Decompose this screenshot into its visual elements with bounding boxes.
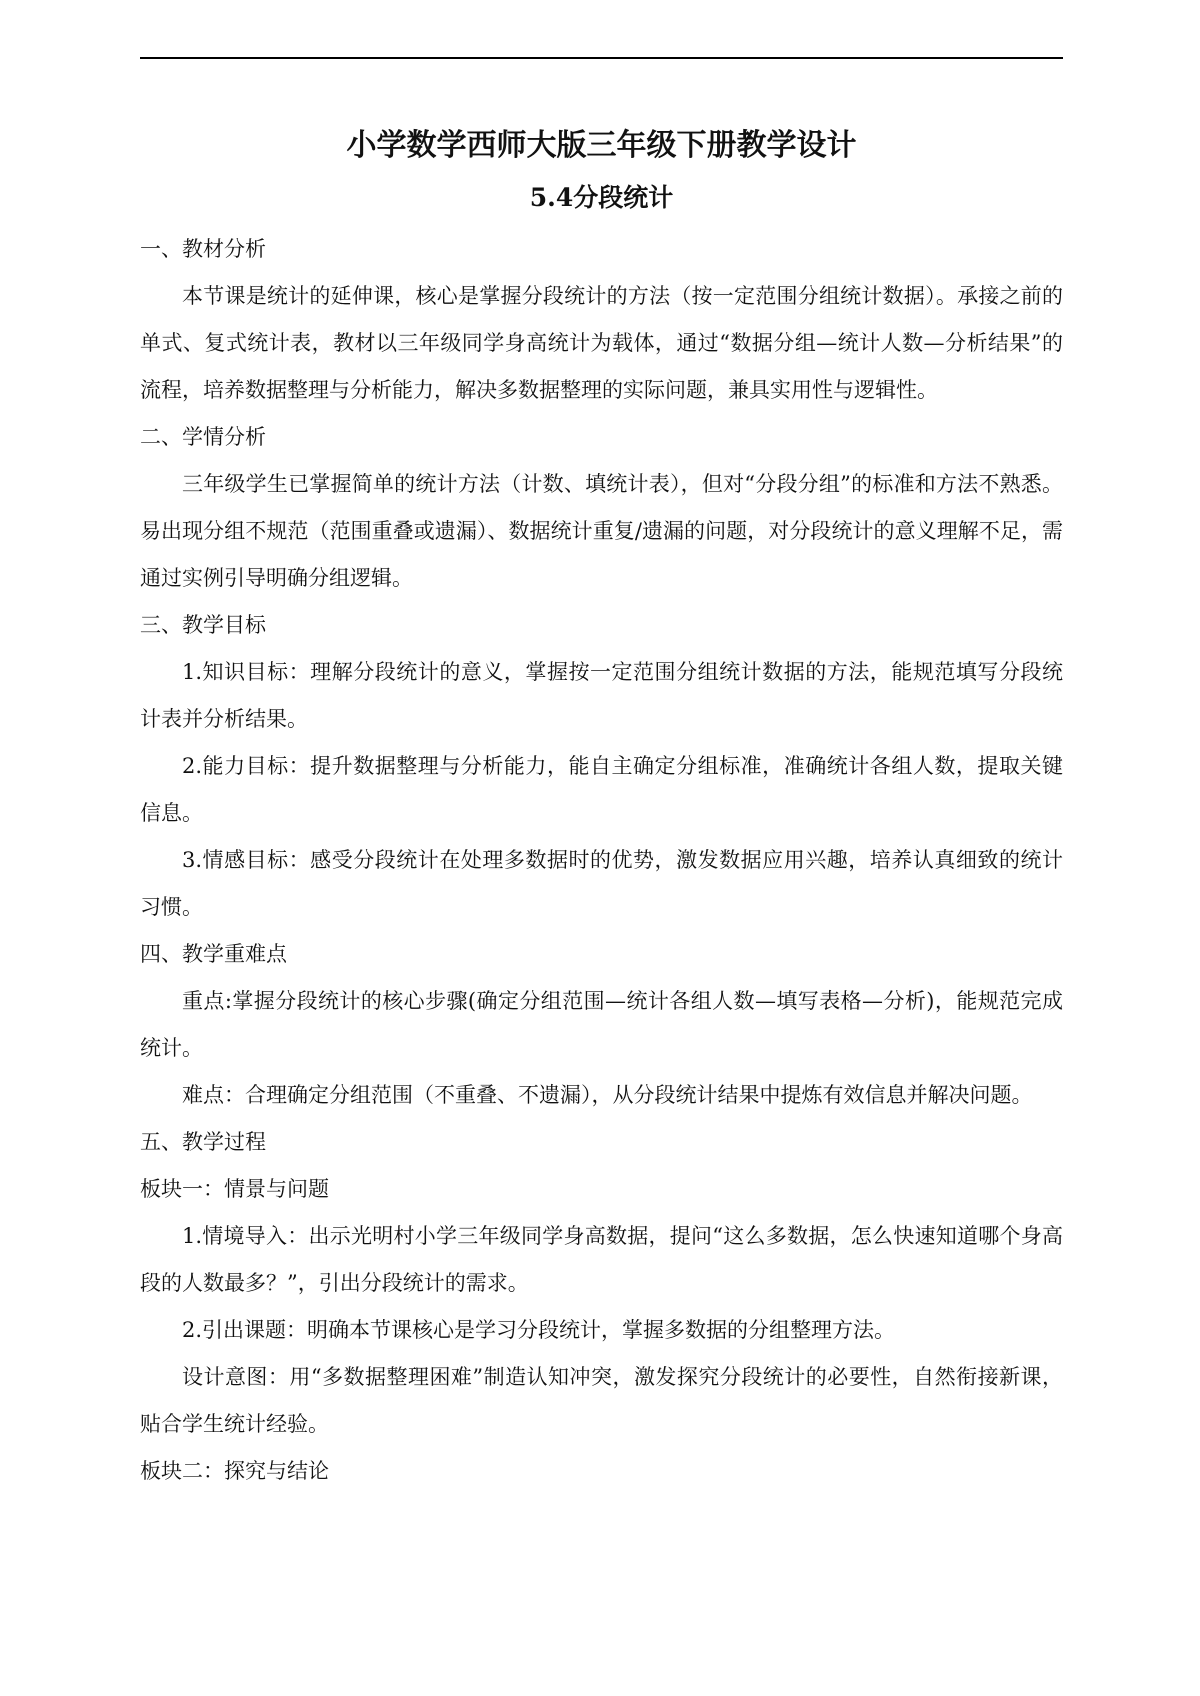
section-key-points: [140, 931, 1063, 1119]
section-textbook-analysis: [140, 226, 1063, 414]
section-heading: 一、教材分析: [140, 237, 266, 261]
block-heading: 板块一：情景与问题: [140, 1177, 329, 1201]
objective-item: 3.情感目标：感受分段统计在处理多数据时的优势，激发数据应用兴趣，培养认真细致的统计习惯。: [140, 848, 1063, 919]
document-title: 小学数学西师大版三年级下册教学设计: [346, 128, 857, 163]
block-heading: 板块二：探究与结论: [140, 1459, 329, 1483]
section-paragraph: 本节课是统计的延伸课，核心是掌握分段统计的方法（按一定范围分组统计数据）。承接之前的单式、复式统计表，教材以三年级同学身高统计为载体，通过“数据分组—统计人数—分析结果”的流程，培养数据整理与分析能力，解决多数据整理的实际问题，兼具实用性与逻辑性。: [140, 284, 1063, 402]
process-item: 1.情境导入：出示光明村小学三年级同学身高数据，提问“这么多数据，怎么快速知道哪个身高段的人数最多？”，引出分段统计的需求。: [140, 1224, 1063, 1295]
section-heading: 五、教学过程: [140, 1130, 266, 1154]
document-body: [140, 118, 1063, 1495]
section-heading: 四、教学重难点: [140, 942, 287, 966]
section-student-analysis: [140, 414, 1063, 602]
objective-item: 1.知识目标：理解分段统计的意义，掌握按一定范围分组统计数据的方法，能规范填写分段统计表并分析结果。: [140, 660, 1063, 731]
header-rule: [140, 57, 1063, 59]
key-point-paragraph: 重点:掌握分段统计的核心步骤(确定分组范围—统计各组人数—填写表格—分析)，能规范完成统计。: [140, 989, 1063, 1060]
design-intent-paragraph: 设计意图：用“多数据整理困难”制造认知冲突，激发探究分段统计的必要性，自然衔接新课，贴合学生统计经验。: [140, 1365, 1063, 1436]
section-paragraph: 三年级学生已掌握简单的统计方法（计数、填统计表），但对“分段分组”的标准和方法不熟悉。易出现分组不规范（范围重叠或遗漏）、数据统计重复/遗漏的问题，对分段统计的意义理解不足，需通过实例引导明确分组逻辑。: [140, 472, 1063, 590]
section-heading: 三、教学目标: [140, 613, 266, 637]
difficulty-paragraph: 难点：合理确定分组范围（不重叠、不遗漏），从分段统计结果中提炼有效信息并解决问题。: [182, 1083, 1033, 1107]
process-item: 2.引出课题：明确本节课核心是学习分段统计，掌握多数据的分组整理方法。: [182, 1318, 896, 1342]
section-teaching-process: [140, 1119, 1063, 1495]
objective-item: 2.能力目标：提升数据整理与分析能力，能自主确定分组标准，准确统计各组人数，提取关键信息。: [140, 754, 1063, 825]
lesson-title: 5.4分段统计: [529, 183, 674, 212]
section-objectives: [140, 602, 1063, 931]
section-heading: 二、学情分析: [140, 425, 266, 449]
